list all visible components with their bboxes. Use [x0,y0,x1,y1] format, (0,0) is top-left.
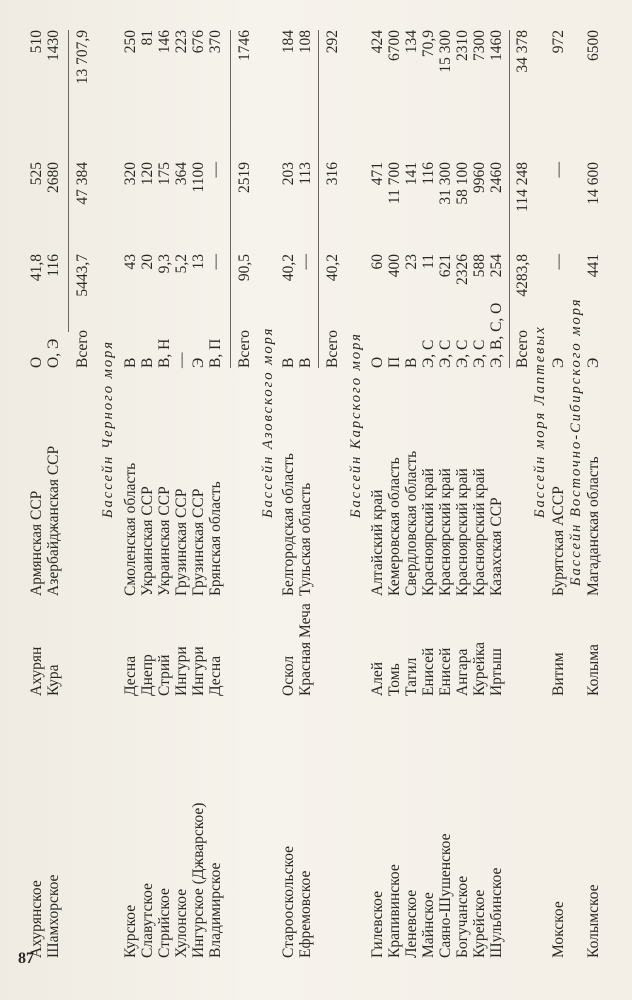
value-1: 400 [386,254,403,278]
use-code: В [122,357,139,368]
river-name: Красная Меча [297,603,314,696]
value-2: 11 700 [386,162,403,205]
value-3: 81 [139,30,156,46]
region-name: Красноярский край [471,468,488,596]
value-2: — [207,162,224,178]
river-name: Тагил [403,657,420,696]
region-name: Кемеровская область [386,457,403,596]
reservoir-name: Колымское [585,884,602,958]
use-code: О [369,356,386,368]
river-name: Днепр [139,654,156,696]
reservoir-name: Гилевское [369,891,386,958]
region-name: Грузинская ССР [173,488,190,596]
value-1: 116 [45,254,62,277]
value-2: 116 [420,162,437,185]
use-code: Э, С [454,339,471,368]
total-rule [230,30,231,368]
region-name: Грузинская ССР [190,488,207,596]
value-2: 471 [369,162,386,186]
total-label: Всего [514,329,531,368]
total-value-1: 90,5 [236,254,253,282]
value-2: 9960 [471,162,488,193]
region-name: Азербайджанская ССР [45,445,62,596]
use-code: В [403,357,420,368]
reservoir-name: Владимирское [207,862,224,958]
river-name: Алей [369,661,386,696]
value-2: 120 [139,162,156,186]
value-2: 2460 [488,162,505,193]
use-code: — [173,352,190,368]
value-3: 6700 [386,30,403,61]
region-name: Алтайский край [369,489,386,596]
value-3: 250 [122,30,139,54]
value-3: 184 [280,30,297,54]
use-code: П [386,356,403,368]
region-name: Казахская ССР [488,497,505,596]
reservoir-name: Богучанское [454,875,471,958]
value-1: 588 [471,254,488,278]
region-name: Красноярский край [454,468,471,596]
value-1: 20 [139,254,156,270]
page-number: 87 [18,950,34,967]
value-1: 2326 [454,254,471,285]
region-name: Магаданская область [585,456,602,596]
total-value-3: 13 707,9 [74,30,91,85]
value-1: 40,2 [280,254,297,282]
value-1: 13 [190,254,207,270]
value-2: 525 [28,162,45,186]
value-3: 134 [403,30,420,54]
total-value-2: 316 [324,162,341,186]
value-3: 1430 [45,30,62,61]
value-2: 31 300 [437,162,454,205]
value-1: — [550,254,567,270]
reservoir-name: Ахурянское [28,880,45,958]
value-1: 5,2 [173,254,190,274]
reservoir-name: Ингурское (Джварское) [190,802,207,958]
basin-heading: Бассейн Черного моря [100,340,116,518]
value-1: 9,3 [156,254,173,274]
total-value-2: 2519 [236,162,253,193]
total-label: Всего [236,329,253,368]
value-2: 2680 [45,162,62,193]
value-2: — [550,162,567,178]
basin-heading: Бассейн моря Лаптевых [532,325,548,518]
use-code: В [139,357,156,368]
river-name: Стрий [156,654,173,696]
region-name: Смоленская область [122,462,139,596]
value-2: 364 [173,162,190,186]
reservoir-name: Леневское [403,889,420,958]
value-3: 7300 [471,30,488,61]
total-value-3: 292 [324,30,341,54]
value-3: 223 [173,30,190,54]
use-code: Э, В, С, О [488,302,505,368]
value-2: 175 [156,162,173,186]
use-code: В, П [207,338,224,368]
river-name: Ингури [190,646,207,696]
total-rule [509,30,510,368]
total-value-1: 4283,8 [514,254,531,297]
value-3: 6500 [585,30,602,61]
value-3: 510 [28,30,45,54]
river-name: Ангара [454,648,471,696]
use-code: Э [585,357,602,368]
region-name: Красноярский край [420,468,437,596]
rotated-table [12,18,602,958]
use-code: О, Э [45,338,62,368]
total-rule [68,30,69,332]
river-name: Иртыш [488,648,505,696]
value-1: 11 [420,254,437,269]
reservoir-name: Шамхорское [45,874,62,958]
region-name: Красноярский край [437,468,454,596]
reservoir-name: Шульбинское [488,867,505,958]
value-1: 621 [437,254,454,278]
total-value-2: 114 248 [514,162,531,212]
value-1: 43 [122,254,139,270]
value-3: 2310 [454,30,471,61]
use-code: В [280,357,297,368]
use-code: Э, С [471,339,488,368]
river-name: Десна [122,655,139,696]
value-2: 1100 [190,162,207,193]
river-name: Ингури [173,646,190,696]
river-name: Десна [207,655,224,696]
reservoir-name: Курейское [471,889,488,958]
value-2: 113 [297,162,314,185]
total-value-1: 40,2 [324,254,341,282]
use-code: О [28,356,45,368]
total-value-3: 34 378 [514,30,531,73]
river-name: Енисей [420,647,437,696]
value-3: 108 [297,30,314,54]
value-1: 23 [403,254,420,270]
river-name: Ахурян [28,646,45,696]
use-code: Э, С [420,339,437,368]
use-code: Э [190,357,207,368]
basin-heading: Бассейн Восточно-Сибирского моря [568,297,584,586]
region-name: Белгородская область [280,453,297,596]
value-1: 41,8 [28,254,45,282]
region-name: Армянская ССР [28,490,45,596]
value-2: 203 [280,162,297,186]
value-3: 1460 [488,30,505,61]
reservoir-name: Стрийское [156,888,173,958]
value-1: 60 [369,254,386,270]
value-3: 370 [207,30,224,54]
river-name: Енисей [437,647,454,696]
river-name: Оскол [280,655,297,696]
reservoir-name: Майнское [420,892,437,958]
reservoir-name: Славутское [139,883,156,958]
value-2: 14 600 [585,162,602,205]
reservoir-name: Курское [122,904,139,958]
reservoir-name: Крапивинское [386,864,403,958]
basin-heading: Бассейн Азовского моря [260,326,276,518]
total-value-3: 1746 [236,30,253,61]
region-name: Украинская ССР [139,486,156,596]
reservoir-name: Ефремовское [297,870,314,958]
total-value-2: 47 384 [74,162,91,205]
total-label: Всего [74,329,91,368]
river-name: Колыма [585,644,602,696]
value-1: — [297,254,314,270]
reservoir-name: Саяно-Шушенское [437,833,454,958]
value-2: 320 [122,162,139,186]
region-name: Свердловская область [403,450,420,596]
region-name: Брянская область [207,481,224,596]
river-name: Кура [45,664,62,696]
value-3: 424 [369,30,386,54]
use-code: В [297,357,314,368]
use-code: В, Н [156,338,173,368]
value-3: 70,9 [420,30,437,58]
region-name: Бурятская АССР [550,486,567,596]
value-2: 141 [403,162,420,186]
reservoir-name: Хулонское [173,888,190,958]
region-name: Тульская область [297,482,314,596]
value-3: 972 [550,30,567,54]
use-code: Э, С [437,339,454,368]
value-2: 58 100 [454,162,471,205]
value-3: 146 [156,30,173,54]
river-name: Томь [386,663,403,696]
value-3: 15 300 [437,30,454,73]
total-rule [318,30,319,368]
river-name: Витим [550,652,567,696]
value-1: — [207,254,224,270]
value-1: 254 [488,254,505,278]
reservoir-name: Старооскольское [280,845,297,958]
reservoir-name: Мокское [550,901,567,958]
basin-heading: Бассейн Карского моря [348,332,364,518]
value-1: 441 [585,254,602,278]
use-code: Э [550,357,567,368]
river-name: Курейка [471,641,488,696]
total-value-1: 5443,7 [74,254,91,297]
region-name: Украинская ССР [156,486,173,596]
total-label: Всего [324,329,341,368]
value-3: 676 [190,30,207,54]
